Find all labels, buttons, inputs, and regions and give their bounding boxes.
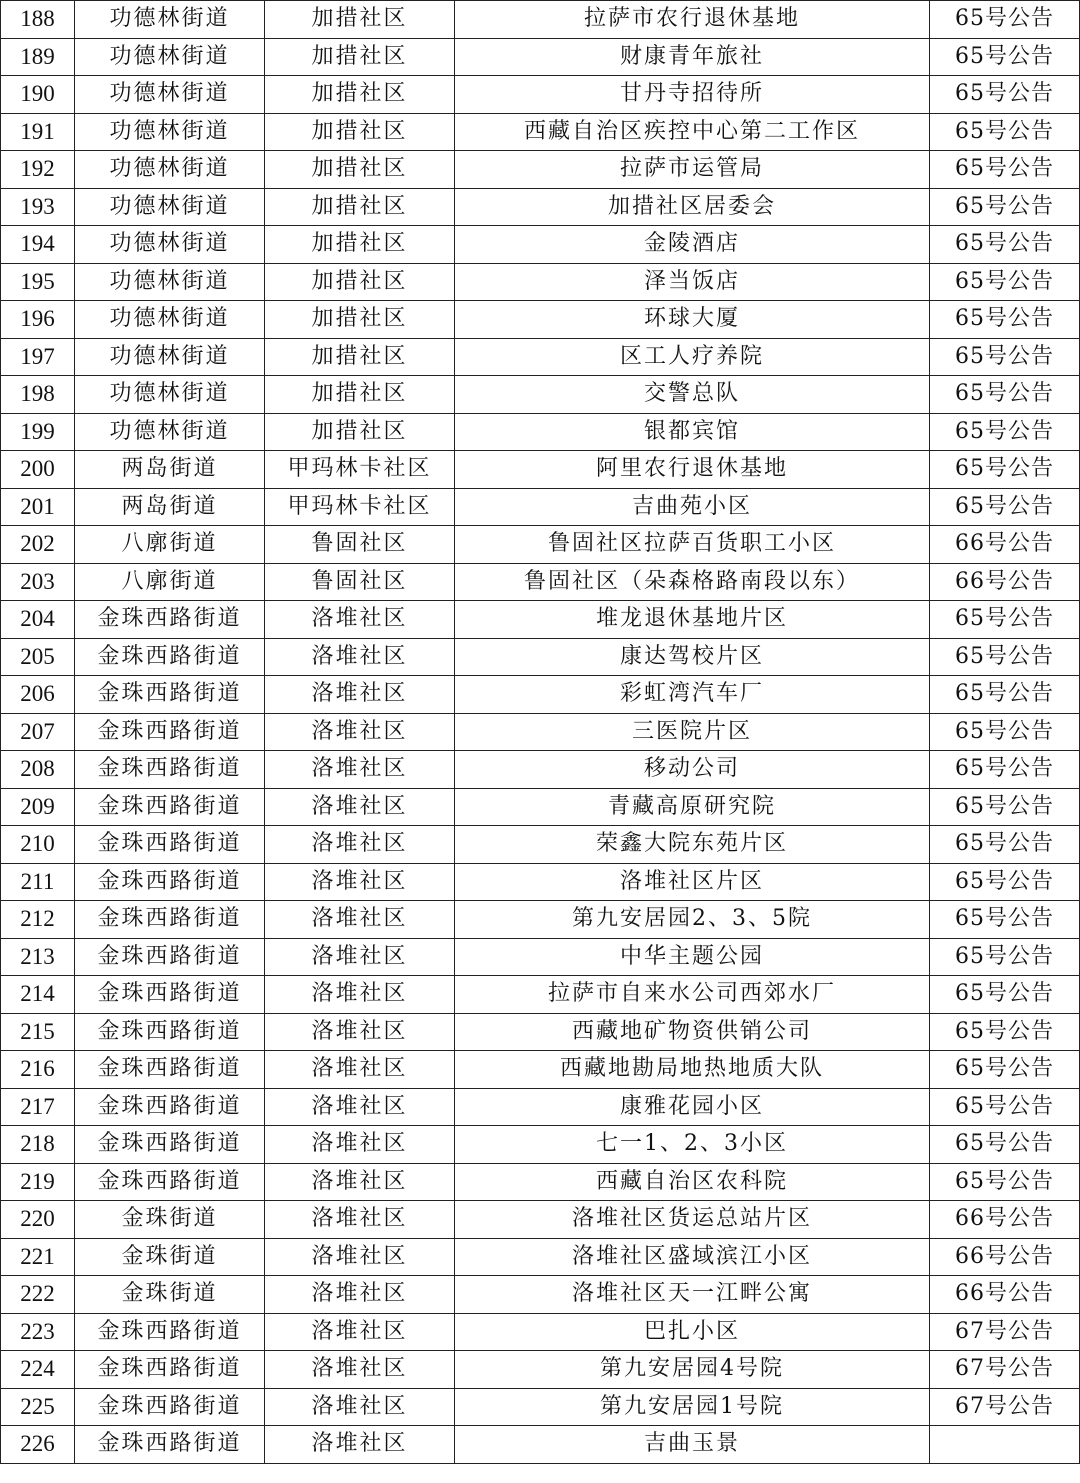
street-cell: 金珠西路街道: [75, 601, 265, 639]
notice-cell: [930, 1426, 1080, 1464]
table-row: [1, 1426, 1080, 1464]
table-row: [1, 713, 1080, 751]
notice-cell: 67号公告: [930, 1313, 1080, 1351]
row-number-cell: 224: [1, 1351, 75, 1389]
place-cell: 西藏地勘局地热地质大队: [455, 1051, 930, 1089]
row-number-cell: 225: [1, 1388, 75, 1426]
notice-cell: 65号公告: [930, 1163, 1080, 1201]
community-cell: 加措社区: [265, 1, 455, 39]
row-number-cell: 190: [1, 76, 75, 114]
notice-cell: 65号公告: [930, 1051, 1080, 1089]
notice-cell: 66号公告: [930, 1238, 1080, 1276]
community-cell: 洛堆社区: [265, 1013, 455, 1051]
table-row: [1, 788, 1080, 826]
table-row: [1, 1276, 1080, 1314]
community-cell: 洛堆社区: [265, 976, 455, 1014]
notice-cell: 65号公告: [930, 601, 1080, 639]
row-number-cell: 193: [1, 188, 75, 226]
street-cell: 功德林街道: [75, 338, 265, 376]
place-cell: 巴扎小区: [455, 1313, 930, 1351]
community-cell: 鲁固社区: [265, 526, 455, 564]
notice-cell: 65号公告: [930, 863, 1080, 901]
street-cell: 金珠西路街道: [75, 1013, 265, 1051]
notice-cell: 65号公告: [930, 151, 1080, 189]
row-number-cell: 197: [1, 338, 75, 376]
community-cell: 洛堆社区: [265, 788, 455, 826]
community-cell: 加措社区: [265, 38, 455, 76]
street-cell: 金珠街道: [75, 1201, 265, 1239]
table-row: [1, 76, 1080, 114]
community-cell: 洛堆社区: [265, 751, 455, 789]
row-number-cell: 191: [1, 113, 75, 151]
row-number-cell: 201: [1, 488, 75, 526]
street-cell: 功德林街道: [75, 413, 265, 451]
community-cell: 鲁固社区: [265, 563, 455, 601]
notice-cell: 65号公告: [930, 713, 1080, 751]
street-cell: 金珠西路街道: [75, 1426, 265, 1464]
place-cell: 吉曲玉景: [455, 1426, 930, 1464]
community-cell: 洛堆社区: [265, 676, 455, 714]
row-number-cell: 219: [1, 1163, 75, 1201]
table-row: [1, 1238, 1080, 1276]
row-number-cell: 207: [1, 713, 75, 751]
street-cell: 功德林街道: [75, 188, 265, 226]
table-row: [1, 1013, 1080, 1051]
row-number-cell: 200: [1, 451, 75, 489]
table-row: [1, 1088, 1080, 1126]
row-number-cell: 214: [1, 976, 75, 1014]
place-cell: 环球大厦: [455, 301, 930, 339]
table-row: [1, 226, 1080, 264]
community-cell: 甲玛林卡社区: [265, 451, 455, 489]
street-cell: 两岛街道: [75, 488, 265, 526]
notice-cell: 65号公告: [930, 113, 1080, 151]
table-row: [1, 676, 1080, 714]
row-number-cell: 211: [1, 863, 75, 901]
notice-cell: 65号公告: [930, 938, 1080, 976]
table-row: [1, 1201, 1080, 1239]
community-cell: 洛堆社区: [265, 863, 455, 901]
place-cell: 拉萨市运管局: [455, 151, 930, 189]
table-row: [1, 938, 1080, 976]
place-cell: 康达驾校片区: [455, 638, 930, 676]
notice-cell: 65号公告: [930, 826, 1080, 864]
table-row: [1, 188, 1080, 226]
place-cell: 洛堆社区盛域滨江小区: [455, 1238, 930, 1276]
notice-cell: 65号公告: [930, 338, 1080, 376]
table-row: [1, 263, 1080, 301]
notice-cell: 65号公告: [930, 76, 1080, 114]
row-number-cell: 188: [1, 1, 75, 39]
community-cell: 洛堆社区: [265, 1163, 455, 1201]
place-cell: 银都宾馆: [455, 413, 930, 451]
row-number-cell: 204: [1, 601, 75, 639]
notice-cell: 65号公告: [930, 38, 1080, 76]
community-cell: 加措社区: [265, 226, 455, 264]
community-cell: 洛堆社区: [265, 1313, 455, 1351]
street-cell: 金珠街道: [75, 1238, 265, 1276]
street-cell: 金珠西路街道: [75, 1351, 265, 1389]
notice-cell: 65号公告: [930, 226, 1080, 264]
place-cell: 洛堆社区片区: [455, 863, 930, 901]
community-cell: 甲玛林卡社区: [265, 488, 455, 526]
row-number-cell: 199: [1, 413, 75, 451]
street-cell: 金珠西路街道: [75, 638, 265, 676]
table-row: [1, 1388, 1080, 1426]
street-cell: 金珠西路街道: [75, 1051, 265, 1089]
place-cell: 西藏地矿物资供销公司: [455, 1013, 930, 1051]
table-row: [1, 1351, 1080, 1389]
table-row: [1, 488, 1080, 526]
street-cell: 功德林街道: [75, 263, 265, 301]
table-body: [1, 1, 1080, 1464]
notice-cell: 65号公告: [930, 301, 1080, 339]
community-cell: 洛堆社区: [265, 1126, 455, 1164]
place-cell: 鲁固社区（朵森格路南段以东）: [455, 563, 930, 601]
notice-cell: 67号公告: [930, 1388, 1080, 1426]
table-row: [1, 1163, 1080, 1201]
row-number-cell: 216: [1, 1051, 75, 1089]
street-cell: 功德林街道: [75, 113, 265, 151]
table-row: [1, 151, 1080, 189]
table-row: [1, 1126, 1080, 1164]
street-cell: 金珠西路街道: [75, 1163, 265, 1201]
notice-cell: 65号公告: [930, 488, 1080, 526]
street-cell: 功德林街道: [75, 38, 265, 76]
notice-cell: 65号公告: [930, 976, 1080, 1014]
notice-cell: 65号公告: [930, 751, 1080, 789]
place-cell: 第九安居园4号院: [455, 1351, 930, 1389]
community-cell: 洛堆社区: [265, 938, 455, 976]
table-row: [1, 1313, 1080, 1351]
row-number-cell: 226: [1, 1426, 75, 1464]
community-cell: 加措社区: [265, 76, 455, 114]
place-cell: 三医院片区: [455, 713, 930, 751]
row-number-cell: 209: [1, 788, 75, 826]
table-row: [1, 338, 1080, 376]
place-cell: 第九安居园2、3、5院: [455, 901, 930, 939]
table-row: [1, 601, 1080, 639]
street-cell: 金珠西路街道: [75, 1313, 265, 1351]
table-row: [1, 863, 1080, 901]
street-cell: 功德林街道: [75, 1, 265, 39]
street-cell: 功德林街道: [75, 151, 265, 189]
community-cell: 洛堆社区: [265, 1388, 455, 1426]
row-number-cell: 213: [1, 938, 75, 976]
row-number-cell: 205: [1, 638, 75, 676]
notice-cell: 65号公告: [930, 676, 1080, 714]
community-cell: 洛堆社区: [265, 1351, 455, 1389]
notice-cell: 65号公告: [930, 901, 1080, 939]
community-cell: 加措社区: [265, 413, 455, 451]
community-cell: 加措社区: [265, 151, 455, 189]
street-cell: 金珠西路街道: [75, 826, 265, 864]
notice-cell: 65号公告: [930, 1126, 1080, 1164]
street-cell: 功德林街道: [75, 226, 265, 264]
place-cell: 西藏自治区疾控中心第二工作区: [455, 113, 930, 151]
notice-cell: 66号公告: [930, 1201, 1080, 1239]
notice-cell: 66号公告: [930, 526, 1080, 564]
row-number-cell: 223: [1, 1313, 75, 1351]
community-cell: 加措社区: [265, 113, 455, 151]
row-number-cell: 203: [1, 563, 75, 601]
community-cell: 加措社区: [265, 263, 455, 301]
notice-cell: 65号公告: [930, 263, 1080, 301]
row-number-cell: 218: [1, 1126, 75, 1164]
community-cell: 洛堆社区: [265, 638, 455, 676]
place-cell: 七一1、2、3小区: [455, 1126, 930, 1164]
row-number-cell: 221: [1, 1238, 75, 1276]
community-cell: 加措社区: [265, 301, 455, 339]
table-row: [1, 638, 1080, 676]
table-row: [1, 413, 1080, 451]
notice-cell: 65号公告: [930, 638, 1080, 676]
row-number-cell: 210: [1, 826, 75, 864]
community-cell: 洛堆社区: [265, 1051, 455, 1089]
place-cell: 西藏自治区农科院: [455, 1163, 930, 1201]
street-cell: 金珠西路街道: [75, 751, 265, 789]
place-cell: 阿里农行退休基地: [455, 451, 930, 489]
table-row: [1, 301, 1080, 339]
row-number-cell: 194: [1, 226, 75, 264]
community-cell: 洛堆社区: [265, 713, 455, 751]
street-cell: 金珠西路街道: [75, 1388, 265, 1426]
notice-cell: 65号公告: [930, 451, 1080, 489]
place-cell: 第九安居园1号院: [455, 1388, 930, 1426]
community-cell: 洛堆社区: [265, 601, 455, 639]
community-cell: 洛堆社区: [265, 826, 455, 864]
notice-cell: 67号公告: [930, 1351, 1080, 1389]
table-row: [1, 751, 1080, 789]
place-cell: 甘丹寺招待所: [455, 76, 930, 114]
place-cell: 青藏高原研究院: [455, 788, 930, 826]
row-number-cell: 206: [1, 676, 75, 714]
community-cell: 洛堆社区: [265, 901, 455, 939]
table-row: [1, 451, 1080, 489]
row-number-cell: 222: [1, 1276, 75, 1314]
place-cell: 财康青年旅社: [455, 38, 930, 76]
table-row: [1, 826, 1080, 864]
notice-cell: 65号公告: [930, 188, 1080, 226]
place-cell: 鲁固社区拉萨百货职工小区: [455, 526, 930, 564]
row-number-cell: 192: [1, 151, 75, 189]
community-cell: 洛堆社区: [265, 1238, 455, 1276]
community-cell: 加措社区: [265, 338, 455, 376]
notice-cell: 65号公告: [930, 1013, 1080, 1051]
street-cell: 金珠街道: [75, 1276, 265, 1314]
notice-cell: 65号公告: [930, 1088, 1080, 1126]
row-number-cell: 196: [1, 301, 75, 339]
street-cell: 金珠西路街道: [75, 713, 265, 751]
street-cell: 金珠西路街道: [75, 901, 265, 939]
street-cell: 金珠西路街道: [75, 788, 265, 826]
place-cell: 荣鑫大院东苑片区: [455, 826, 930, 864]
row-number-cell: 189: [1, 38, 75, 76]
street-cell: 两岛街道: [75, 451, 265, 489]
table-row: [1, 563, 1080, 601]
street-cell: 金珠西路街道: [75, 938, 265, 976]
notice-cell: 65号公告: [930, 788, 1080, 826]
notice-cell: 65号公告: [930, 376, 1080, 414]
place-cell: 康雅花园小区: [455, 1088, 930, 1126]
place-cell: 区工人疗养院: [455, 338, 930, 376]
table-row: [1, 113, 1080, 151]
table-row: [1, 976, 1080, 1014]
place-cell: 拉萨市农行退休基地: [455, 1, 930, 39]
place-cell: 拉萨市自来水公司西郊水厂: [455, 976, 930, 1014]
street-cell: 金珠西路街道: [75, 1126, 265, 1164]
notice-cell: 66号公告: [930, 1276, 1080, 1314]
place-cell: 彩虹湾汽车厂: [455, 676, 930, 714]
table-row: [1, 1, 1080, 39]
row-number-cell: 195: [1, 263, 75, 301]
place-cell: 洛堆社区货运总站片区: [455, 1201, 930, 1239]
street-cell: 功德林街道: [75, 76, 265, 114]
table-row: [1, 526, 1080, 564]
table-row: [1, 376, 1080, 414]
street-cell: 功德林街道: [75, 376, 265, 414]
row-number-cell: 208: [1, 751, 75, 789]
community-cell: 洛堆社区: [265, 1276, 455, 1314]
place-cell: 加措社区居委会: [455, 188, 930, 226]
community-cell: 加措社区: [265, 376, 455, 414]
table-row: [1, 38, 1080, 76]
place-cell: 移动公司: [455, 751, 930, 789]
street-cell: 八廓街道: [75, 526, 265, 564]
community-cell: 加措社区: [265, 188, 455, 226]
place-cell: 洛堆社区天一江畔公寓: [455, 1276, 930, 1314]
street-cell: 功德林街道: [75, 301, 265, 339]
place-cell: 堆龙退休基地片区: [455, 601, 930, 639]
place-cell: 交警总队: [455, 376, 930, 414]
street-cell: 金珠西路街道: [75, 863, 265, 901]
row-number-cell: 212: [1, 901, 75, 939]
row-number-cell: 217: [1, 1088, 75, 1126]
street-cell: 金珠西路街道: [75, 676, 265, 714]
row-number-cell: 220: [1, 1201, 75, 1239]
notice-cell: 66号公告: [930, 563, 1080, 601]
place-cell: 泽当饭店: [455, 263, 930, 301]
community-cell: 洛堆社区: [265, 1426, 455, 1464]
row-number-cell: 198: [1, 376, 75, 414]
place-cell: 吉曲苑小区: [455, 488, 930, 526]
community-cell: 洛堆社区: [265, 1201, 455, 1239]
street-cell: 八廓街道: [75, 563, 265, 601]
notice-cell: 65号公告: [930, 1, 1080, 39]
notice-cell: 65号公告: [930, 413, 1080, 451]
community-cell: 洛堆社区: [265, 1088, 455, 1126]
row-number-cell: 202: [1, 526, 75, 564]
row-number-cell: 215: [1, 1013, 75, 1051]
table-row: [1, 1051, 1080, 1089]
street-cell: 金珠西路街道: [75, 976, 265, 1014]
street-cell: 金珠西路街道: [75, 1088, 265, 1126]
place-cell: 中华主题公园: [455, 938, 930, 976]
place-cell: 金陵酒店: [455, 226, 930, 264]
table-row: [1, 901, 1080, 939]
